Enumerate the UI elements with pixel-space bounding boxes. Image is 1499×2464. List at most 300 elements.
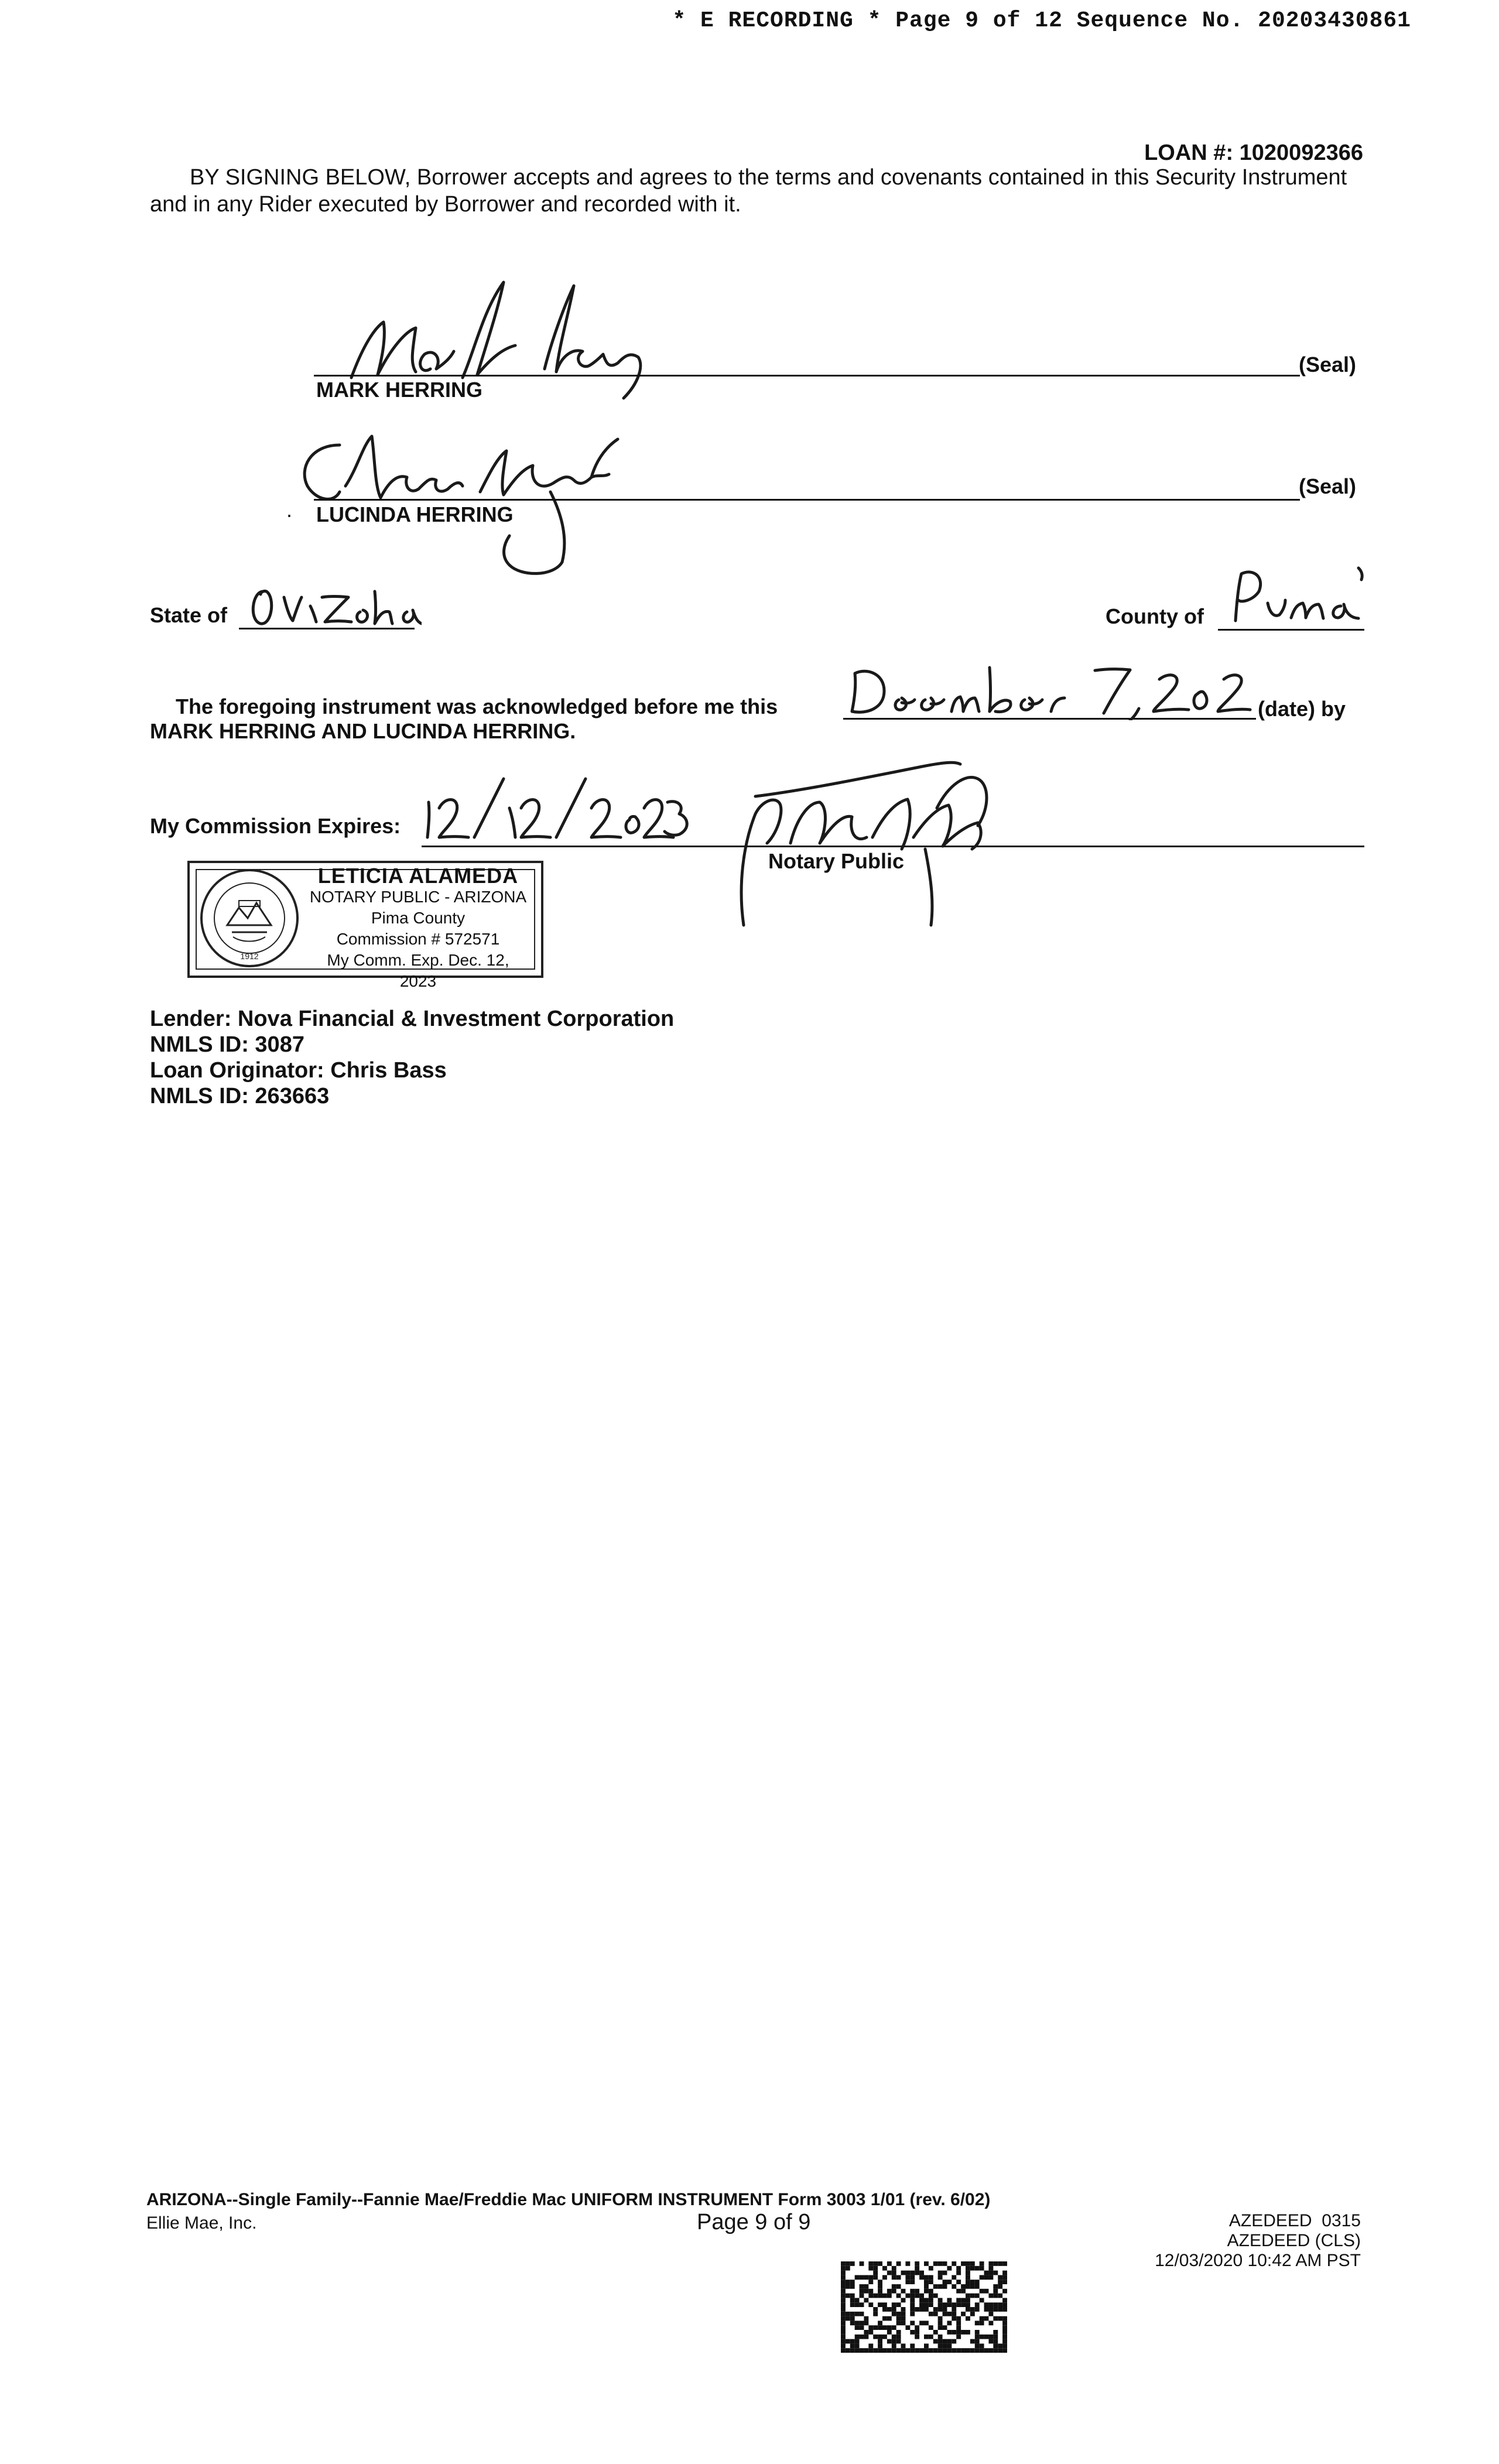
barcode-module <box>910 2271 915 2275</box>
barcode-module <box>878 2289 882 2294</box>
stamp-text-block <box>307 865 529 992</box>
barcode-module <box>993 2271 998 2275</box>
barcode-module <box>956 2316 961 2321</box>
barcode-module <box>956 2302 961 2307</box>
barcode-module <box>855 2275 860 2280</box>
barcode-module <box>980 2316 984 2321</box>
barcode-module <box>887 2316 892 2321</box>
barcode-module <box>919 2302 924 2307</box>
barcode-module <box>892 2335 896 2339</box>
barcode-module <box>896 2302 901 2307</box>
barcode-module <box>910 2298 915 2302</box>
barcode-module <box>892 2343 896 2348</box>
barcode-module <box>998 2343 1002 2348</box>
barcode-module <box>952 2284 956 2289</box>
barcode-module <box>910 2280 915 2284</box>
barcode-module <box>956 2348 961 2353</box>
barcode-module <box>938 2271 943 2275</box>
barcode-module <box>919 2294 924 2298</box>
barcode-module <box>860 2261 864 2266</box>
barcode-module <box>855 2298 860 2302</box>
barcode-module <box>878 2284 882 2289</box>
barcode-module <box>947 2321 952 2325</box>
barcode-module <box>975 2321 980 2325</box>
barcode-module <box>892 2266 896 2271</box>
barcode-module <box>970 2294 975 2298</box>
barcode-module <box>993 2284 998 2289</box>
barcode-module <box>882 2302 887 2307</box>
barcode-module <box>956 2280 961 2284</box>
barcode-module <box>882 2325 887 2330</box>
barcode-module <box>905 2294 910 2298</box>
barcode-module <box>841 2302 846 2307</box>
barcode-module <box>993 2289 998 2294</box>
barcode-module <box>961 2330 966 2335</box>
barcode-module <box>878 2321 882 2325</box>
barcode-module <box>868 2289 873 2294</box>
barcode-module <box>887 2348 892 2353</box>
barcode-module <box>988 2302 993 2307</box>
barcode-module <box>841 2312 846 2316</box>
barcode-module <box>864 2289 868 2294</box>
barcode-module <box>841 2280 846 2284</box>
barcode-module <box>841 2275 846 2280</box>
barcode-module <box>905 2280 910 2284</box>
barcode-module <box>910 2321 915 2325</box>
signer-name-1: MARK HERRING <box>316 378 482 402</box>
barcode-module <box>841 2335 846 2339</box>
barcode-module <box>970 2312 975 2316</box>
barcode-module <box>873 2348 878 2353</box>
barcode-module <box>850 2321 855 2325</box>
barcode-module <box>952 2275 956 2280</box>
barcode-module <box>947 2343 952 2348</box>
barcode-module <box>966 2348 970 2353</box>
barcode-module <box>980 2343 984 2348</box>
barcode-module <box>846 2348 850 2353</box>
barcode-module <box>855 2335 860 2339</box>
barcode-module <box>984 2275 989 2280</box>
barcode-module <box>887 2339 892 2344</box>
barcode-module <box>988 2271 993 2275</box>
barcode-module <box>933 2339 938 2344</box>
barcode-module <box>961 2261 966 2266</box>
lender-nmls: NMLS ID: 3087 <box>150 1032 304 1057</box>
ack-parties: MARK HERRING AND LUCINDA HERRING. <box>150 719 576 743</box>
barcode-module <box>970 2261 975 2266</box>
county-label: County of <box>1106 604 1204 628</box>
barcode-module <box>896 2284 901 2289</box>
barcode-module <box>915 2335 919 2339</box>
barcode-module <box>1002 2325 1007 2330</box>
barcode-module <box>975 2294 980 2298</box>
barcode-module <box>910 2289 915 2294</box>
barcode-module <box>892 2289 896 2294</box>
barcode-module <box>919 2348 924 2353</box>
barcode-module <box>864 2275 868 2280</box>
barcode-module <box>947 2348 952 2353</box>
barcode-module <box>980 2266 984 2271</box>
barcode-module <box>855 2325 860 2330</box>
barcode-module <box>860 2289 864 2294</box>
footer-code-2: AZEDEED (CLS) <box>1227 2231 1361 2250</box>
barcode-module <box>947 2280 952 2284</box>
barcode-module <box>1002 2316 1007 2321</box>
footer-codes <box>1155 2211 1361 2271</box>
seal-label-2: (Seal) <box>1299 474 1357 498</box>
barcode-module <box>938 2321 943 2325</box>
barcode-module <box>850 2298 855 2302</box>
barcode-module <box>952 2339 956 2344</box>
barcode-module <box>980 2289 984 2294</box>
barcode-module <box>980 2298 984 2302</box>
barcode-module <box>915 2307 919 2312</box>
barcode-module <box>841 2343 846 2348</box>
barcode-module <box>901 2271 906 2275</box>
barcode-module <box>1002 2348 1007 2353</box>
barcode-module <box>850 2339 855 2344</box>
footer-form-title: ARIZONA--Single Family--Fannie Mae/Freddie Mac UNIFORM INSTRUMENT Form 3003 1/01 (rev. 6/02) <box>146 2190 991 2209</box>
barcode-module <box>966 2330 970 2335</box>
lender-info <box>150 1006 674 1109</box>
barcode-module <box>961 2312 966 2316</box>
barcode-module <box>929 2302 933 2307</box>
signature-line-2 <box>314 499 1300 501</box>
barcode-module <box>966 2284 970 2289</box>
barcode-module <box>993 2302 998 2307</box>
barcode-module <box>924 2321 929 2325</box>
barcode-module <box>855 2321 860 2325</box>
barcode-module <box>910 2330 915 2335</box>
barcode-module <box>846 2280 850 2284</box>
barcode-module <box>919 2307 924 2312</box>
barcode-module <box>924 2335 929 2339</box>
barcode-module <box>947 2266 952 2271</box>
barcode-module <box>841 2271 846 2275</box>
barcode-module <box>993 2330 998 2335</box>
barcode-module <box>896 2275 901 2280</box>
barcode-module <box>993 2348 998 2353</box>
barcode-module <box>929 2312 933 2316</box>
footer-timestamp: 12/03/2020 10:42 AM PST <box>1155 2251 1361 2270</box>
barcode-module <box>841 2325 846 2330</box>
stamp-expiry: My Comm. Exp. Dec. 12, 2023 <box>327 951 509 990</box>
barcode-module <box>938 2284 943 2289</box>
barcode-module <box>860 2302 864 2307</box>
barcode-module <box>892 2302 896 2307</box>
barcode-module <box>850 2316 855 2321</box>
barcode-module <box>868 2325 873 2330</box>
barcode-module <box>887 2271 892 2275</box>
barcode-module <box>961 2302 966 2307</box>
originator-nmls: NMLS ID: 263663 <box>150 1084 330 1108</box>
barcode-module <box>887 2289 892 2294</box>
barcode-module <box>868 2280 873 2284</box>
barcode-module <box>966 2275 970 2280</box>
barcode-module <box>993 2307 998 2312</box>
barcode-module <box>966 2316 970 2321</box>
barcode-module <box>970 2307 975 2312</box>
barcode-module <box>882 2335 887 2339</box>
notary-public-label: Notary Public <box>768 849 905 873</box>
barcode-module <box>980 2335 984 2339</box>
barcode-module <box>938 2275 943 2280</box>
barcode-module <box>943 2280 947 2284</box>
barcode-module <box>943 2348 947 2353</box>
barcode-module <box>896 2316 901 2321</box>
barcode-module <box>988 2294 993 2298</box>
barcode-module <box>896 2321 901 2325</box>
barcode-module <box>892 2348 896 2353</box>
barcode-module <box>929 2298 933 2302</box>
barcode-module <box>961 2284 966 2289</box>
barcode-module <box>910 2275 915 2280</box>
barcode-module <box>841 2321 846 2325</box>
barcode-module <box>975 2302 980 2307</box>
barcode-module <box>855 2312 860 2316</box>
barcode-module <box>896 2335 901 2339</box>
barcode-module <box>873 2335 878 2339</box>
barcode-module <box>864 2316 868 2321</box>
barcode-module <box>915 2348 919 2353</box>
barcode-module <box>846 2266 850 2271</box>
barcode-module <box>919 2321 924 2325</box>
barcode-module <box>878 2325 882 2330</box>
barcode-module <box>933 2348 938 2353</box>
barcode-module <box>924 2284 929 2289</box>
barcode-module <box>864 2335 868 2339</box>
barcode-module <box>929 2289 933 2294</box>
barcode-module <box>970 2339 975 2344</box>
barcode-module <box>975 2284 980 2289</box>
barcode-module <box>846 2294 850 2298</box>
signer-prefix-dot: · <box>286 502 293 526</box>
footer-code-1: AZEDEED 0315 <box>1228 2211 1361 2230</box>
footer-publisher: Ellie Mae, Inc. <box>146 2213 257 2233</box>
barcode-module <box>952 2312 956 2316</box>
barcode-module <box>882 2348 887 2353</box>
barcode-module <box>901 2298 906 2302</box>
seal-label-1: (Seal) <box>1299 353 1357 377</box>
barcode-module <box>956 2289 961 2294</box>
barcode-module <box>841 2348 846 2353</box>
barcode-module <box>998 2316 1002 2321</box>
barcode-module <box>993 2261 998 2266</box>
barcode-module <box>956 2325 961 2330</box>
barcode-module <box>952 2348 956 2353</box>
barcode-module <box>841 2266 846 2271</box>
barcode-module <box>933 2284 938 2289</box>
barcode-module <box>966 2280 970 2284</box>
barcode-module <box>988 2339 993 2344</box>
barcode-module <box>873 2307 878 2312</box>
barcode-module <box>1002 2302 1007 2307</box>
barcode-module <box>947 2339 952 2344</box>
barcode-module <box>1002 2271 1007 2275</box>
barcode-module <box>943 2307 947 2312</box>
barcode-module <box>943 2312 947 2316</box>
notary-stamp <box>187 861 543 990</box>
barcode-module <box>980 2275 984 2280</box>
barcode-module <box>896 2330 901 2335</box>
lender-name: Lender: Nova Financial & Investment Corporation <box>150 1007 675 1031</box>
barcode-module <box>984 2289 989 2294</box>
barcode-module <box>901 2321 906 2325</box>
barcode-module <box>901 2289 906 2294</box>
barcode-module <box>882 2266 887 2271</box>
barcode-module <box>933 2261 938 2266</box>
county-handwritten <box>1218 562 1364 632</box>
barcode-module <box>855 2343 860 2348</box>
barcode-module <box>993 2339 998 2344</box>
barcode-module <box>915 2261 919 2266</box>
barcode-module <box>892 2325 896 2330</box>
barcode-module <box>1002 2280 1007 2284</box>
barcode-module <box>868 2266 873 2271</box>
barcode-module <box>901 2307 906 2312</box>
barcode-module <box>975 2307 980 2312</box>
barcode-module <box>993 2335 998 2339</box>
barcode-module <box>910 2307 915 2312</box>
barcode-module <box>850 2261 855 2266</box>
barcode-module <box>988 2275 993 2280</box>
barcode-module <box>841 2289 846 2294</box>
barcode-module <box>943 2261 947 2266</box>
barcode-module <box>882 2275 887 2280</box>
barcode-module <box>896 2312 901 2316</box>
barcode-module <box>966 2307 970 2312</box>
barcode-module <box>924 2343 929 2348</box>
barcode-module <box>984 2348 989 2353</box>
barcode-module <box>878 2339 882 2344</box>
loan-originator: Loan Originator: Chris Bass <box>150 1058 447 1083</box>
barcode-module <box>855 2348 860 2353</box>
barcode-module <box>1002 2335 1007 2339</box>
barcode-module <box>873 2271 878 2275</box>
barcode-module <box>975 2280 980 2284</box>
barcode-module <box>956 2335 961 2339</box>
barcode-module <box>998 2307 1002 2312</box>
loan-number: LOAN #: 1020092366 <box>1144 141 1363 165</box>
barcode-module <box>947 2330 952 2335</box>
barcode-module <box>998 2280 1002 2284</box>
barcode-module <box>896 2261 901 2266</box>
barcode-module <box>892 2307 896 2312</box>
barcode-module <box>970 2280 975 2284</box>
barcode-module <box>910 2343 915 2348</box>
barcode-module <box>868 2275 873 2280</box>
barcode-module <box>860 2284 864 2289</box>
barcode-module <box>887 2330 892 2335</box>
barcode-module <box>896 2339 901 2344</box>
barcode-module <box>929 2325 933 2330</box>
barcode-module <box>910 2294 915 2298</box>
barcode-module <box>915 2325 919 2330</box>
signer-name-2: LUCINDA HERRING <box>316 502 514 526</box>
barcode-module <box>998 2348 1002 2353</box>
barcode-module <box>901 2312 906 2316</box>
barcode-module <box>929 2335 933 2339</box>
barcode-module <box>929 2275 933 2280</box>
barcode-module <box>841 2330 846 2335</box>
barcode-module <box>924 2302 929 2307</box>
barcode-module <box>864 2298 868 2302</box>
barcode-module <box>860 2348 864 2353</box>
barcode-module <box>924 2348 929 2353</box>
barcode-module <box>1002 2330 1007 2335</box>
barcode-module <box>966 2266 970 2271</box>
barcode-module <box>975 2339 980 2344</box>
barcode-module <box>961 2298 966 2302</box>
barcode-module <box>975 2330 980 2335</box>
barcode-module <box>850 2302 855 2307</box>
barcode-module <box>905 2261 910 2266</box>
barcode-module <box>850 2348 855 2353</box>
arizona-seal-icon <box>198 867 301 970</box>
intro-text: BY SIGNING BELOW, Borrower accepts and agrees to the terms and covenants contained in this Security Instrument and in any Rider executed by Borrower and recorded with it. <box>150 165 1347 217</box>
barcode-module <box>984 2302 989 2307</box>
barcode-module <box>1002 2261 1007 2266</box>
barcode-module <box>873 2266 878 2271</box>
barcode-module <box>864 2284 868 2289</box>
barcode-module <box>956 2271 961 2275</box>
barcode-module <box>938 2339 943 2344</box>
barcode-module <box>919 2271 924 2275</box>
barcode-module <box>970 2266 975 2271</box>
barcode-module <box>878 2261 882 2266</box>
barcode-module <box>1002 2275 1007 2280</box>
barcode-module <box>892 2339 896 2344</box>
barcode-module <box>998 2294 1002 2298</box>
barcode-module <box>882 2294 887 2298</box>
barcode-module <box>864 2348 868 2353</box>
barcode-module <box>993 2294 998 2298</box>
barcode-module <box>1002 2339 1007 2344</box>
barcode-module <box>988 2307 993 2312</box>
barcode-module <box>846 2339 850 2344</box>
date-handwritten <box>843 656 1253 720</box>
barcode-module <box>860 2325 864 2330</box>
barcode-module <box>988 2266 993 2271</box>
barcode-module <box>988 2261 993 2266</box>
barcode-module <box>952 2330 956 2335</box>
barcode-module <box>938 2343 943 2348</box>
barcode-module <box>947 2302 952 2307</box>
barcode-module <box>860 2312 864 2316</box>
barcode-module <box>929 2294 933 2298</box>
barcode-module <box>938 2261 943 2266</box>
barcode-module <box>938 2316 943 2321</box>
stamp-notary-title: NOTARY PUBLIC - ARIZONA <box>309 888 527 906</box>
barcode-module <box>952 2302 956 2307</box>
barcode-module <box>905 2325 910 2330</box>
barcode-module <box>868 2261 873 2266</box>
barcode-module <box>980 2321 984 2325</box>
barcode-module <box>915 2330 919 2335</box>
barcode-module <box>993 2316 998 2321</box>
barcode-module <box>975 2266 980 2271</box>
barcode-module <box>966 2294 970 2298</box>
barcode-module <box>887 2261 892 2266</box>
barcode-module <box>966 2271 970 2275</box>
barcode-module <box>841 2261 846 2266</box>
barcode-module <box>860 2294 864 2298</box>
barcode-module <box>966 2261 970 2266</box>
barcode-module <box>846 2261 850 2266</box>
barcode-module <box>860 2321 864 2325</box>
barcode-module <box>910 2348 915 2353</box>
barcode-module <box>896 2348 901 2353</box>
